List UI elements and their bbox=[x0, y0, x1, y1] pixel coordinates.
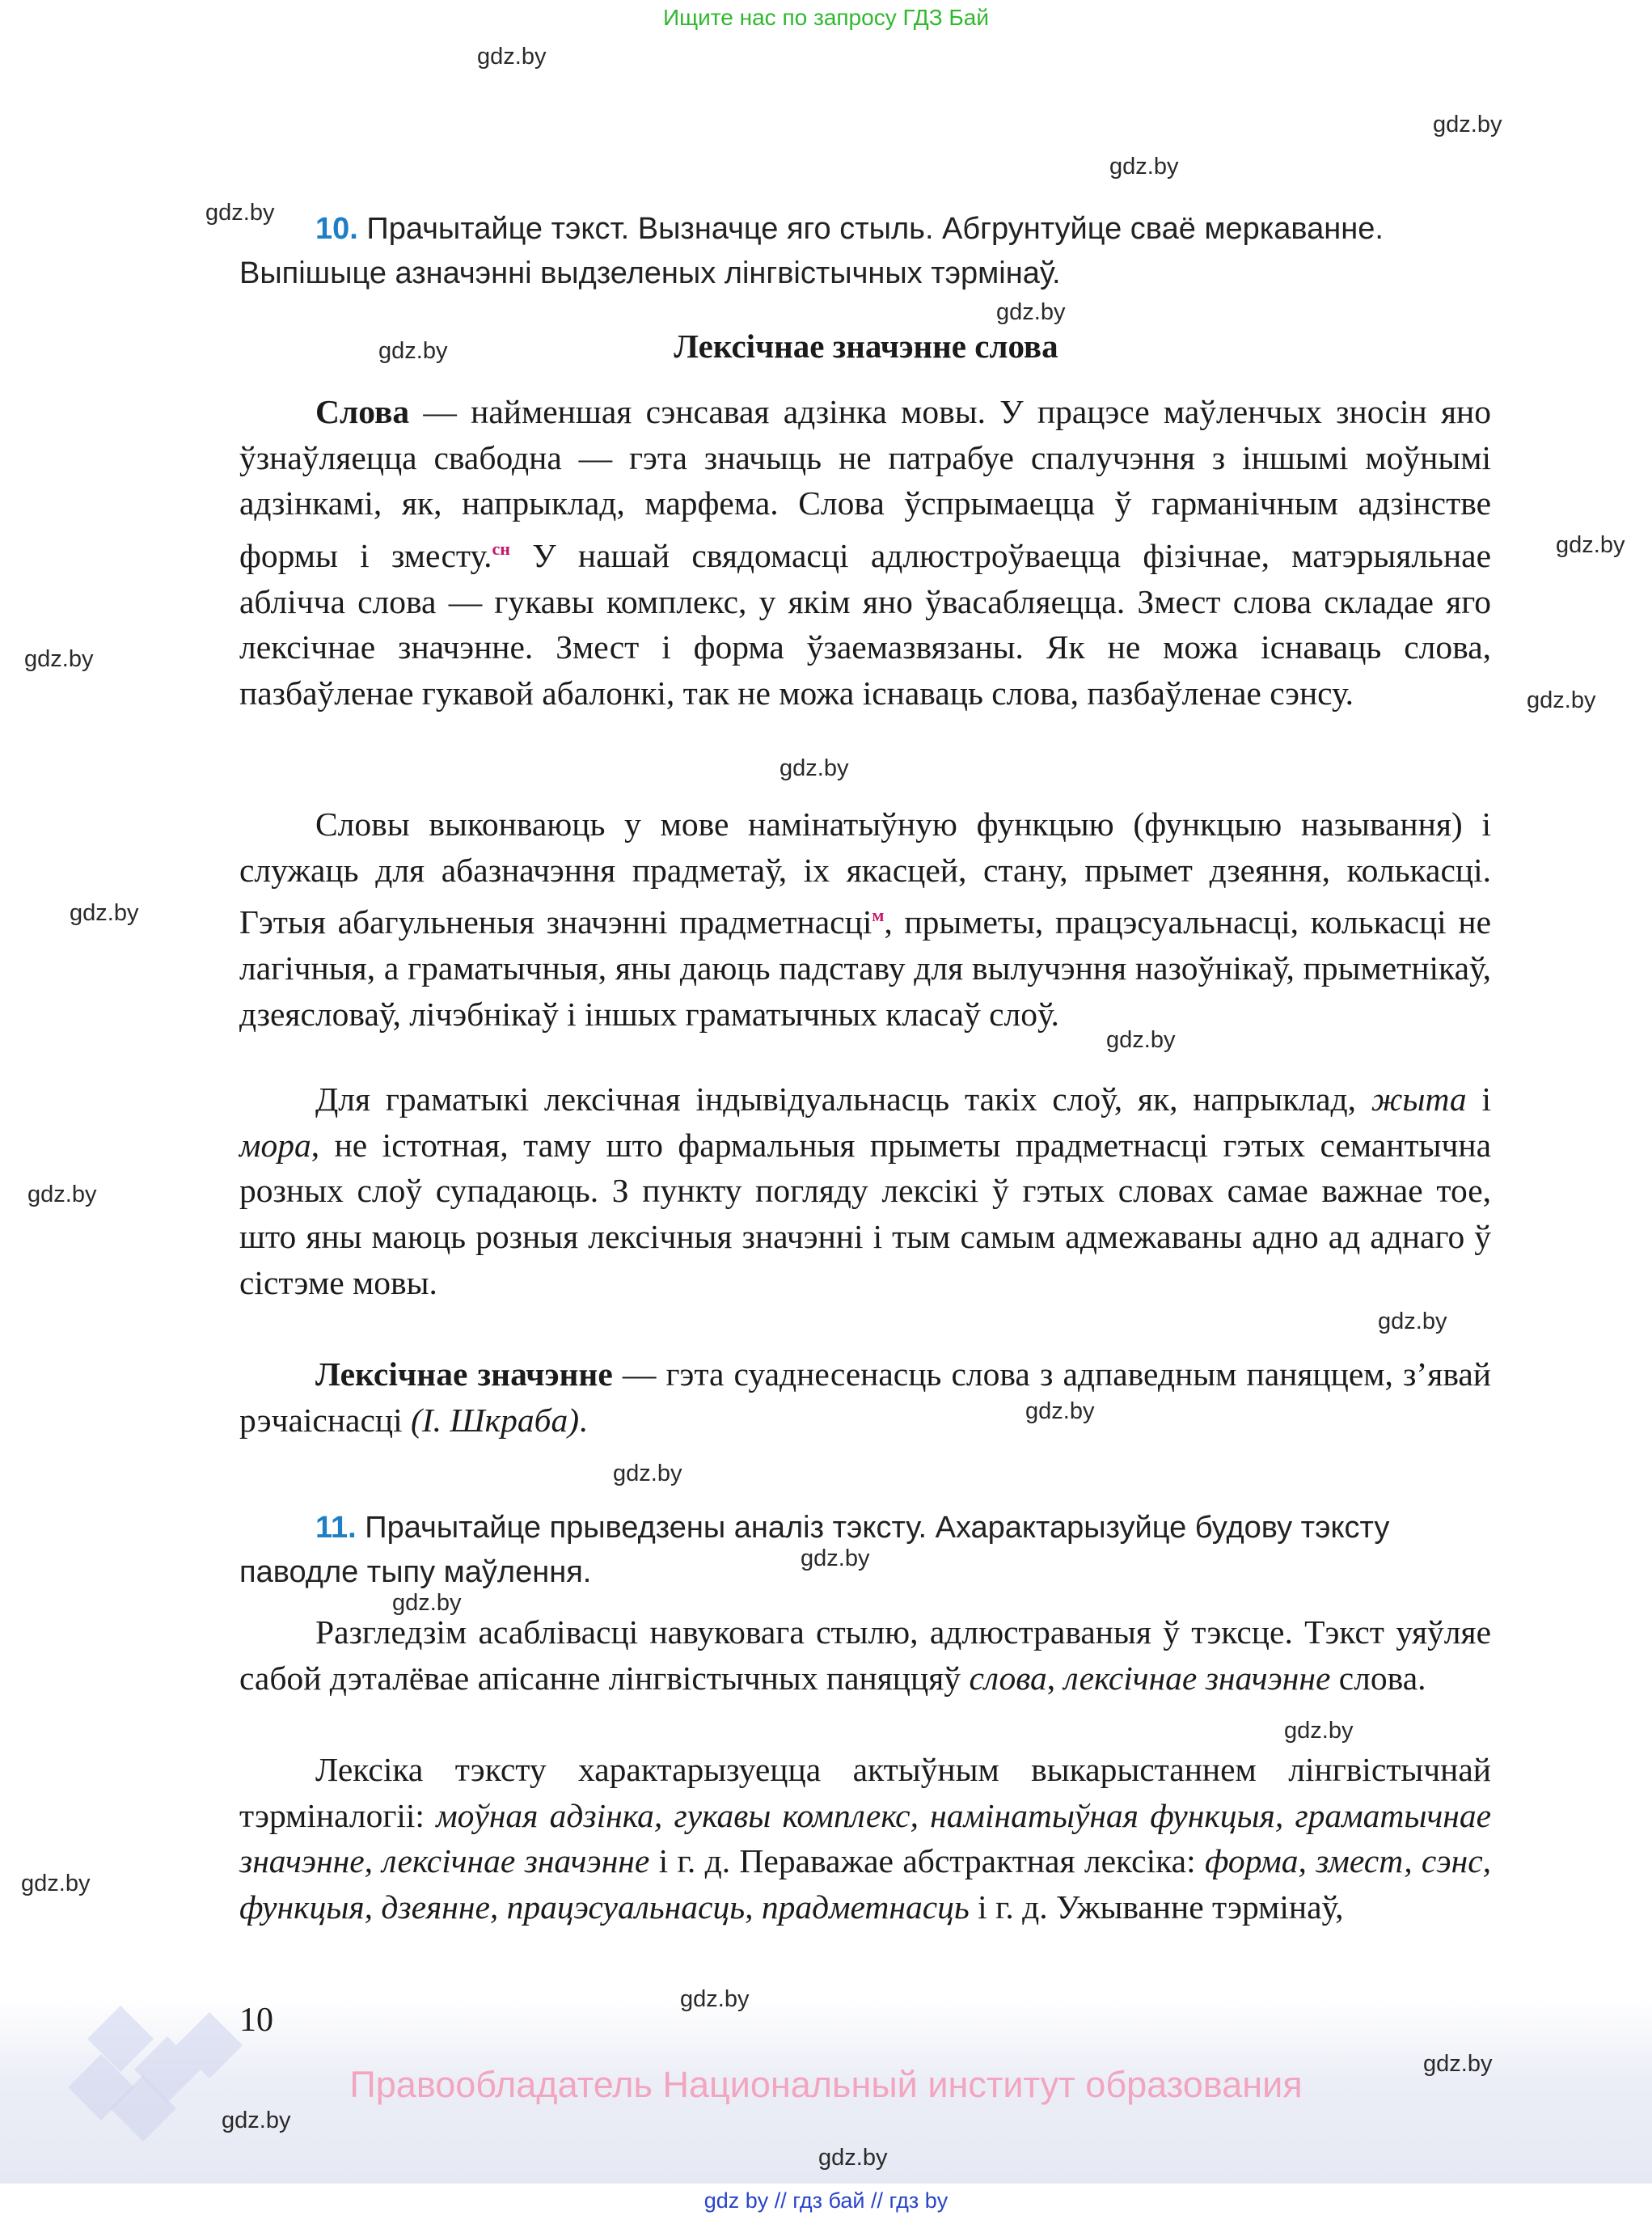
watermark: gdz.by bbox=[70, 900, 139, 926]
term-lexical-meaning: Лексічнае значэнне bbox=[315, 1355, 613, 1393]
task-number: 11. bbox=[315, 1511, 357, 1545]
author: (І. Шкраба) bbox=[411, 1401, 580, 1439]
watermark: gdz.by bbox=[205, 200, 275, 226]
superscript-marker: м bbox=[872, 905, 885, 926]
watermark: gdz.by bbox=[1556, 532, 1625, 558]
task-text-line: паводле тыпу маўлення. bbox=[239, 1555, 592, 1589]
watermark: gdz.by bbox=[378, 338, 448, 364]
paragraph-definition: Лексічнае значэнне — гэта суаднесенасць слова з адпаведным паняццем, з’явай рэчаіснасці (І. Шкраба). bbox=[239, 1355, 1491, 1439]
task-text-line: Прачытайце прыведзены аналіз тэксту. Ахарактарызуйце будову тэксту bbox=[365, 1511, 1390, 1545]
watermark: gdz.by bbox=[801, 1545, 870, 1571]
paragraph: Лексіка тэксту характарызуецца актыўным выкарыстаннем лінгвістычнай тэрміналогіі: моўная адзінка, гукавы комплекс, намінатыўная функцыя, граматычнае значэнне, лексічнае значэнне і г. д. Пераважае абстрактная лексіка: форма, змест, сэнс, функцыя, дзеянне, працэсуальнасць, прадметнасць і г. д. Ужыванне тэрмінаў, bbox=[239, 1751, 1492, 1926]
paragraph: Разгледзім асаблівасці навуковага стылю, адлюстраваныя ў тэксце. Тэкст уяўляе сабой дэталёвае апісанне лінгвістычных паняццяў слова, лексічнае значэнне слова. bbox=[239, 1613, 1491, 1697]
watermark: gdz.by bbox=[222, 2108, 291, 2133]
task-10 bbox=[239, 207, 1493, 296]
task-text-line: Прачытайце тэкст. Вызначце яго стыль. Абгрунтуйце сваё меркаванне. bbox=[366, 212, 1384, 246]
watermark: gdz.by bbox=[392, 1590, 462, 1616]
watermark: gdz.by bbox=[1284, 1718, 1354, 1744]
superscript-marker: сн bbox=[492, 539, 510, 560]
watermark: gdz.by bbox=[996, 299, 1066, 325]
rights-holder: Правообладатель Национальный институт образования bbox=[349, 2064, 1303, 2105]
term-slova: Слова bbox=[315, 393, 410, 430]
watermark: gdz.by bbox=[1025, 1398, 1095, 1424]
task-11 bbox=[239, 1506, 1493, 1595]
task-number: 10. bbox=[315, 212, 358, 246]
watermark: gdz.by bbox=[1106, 1027, 1176, 1053]
watermark: gdz.by bbox=[613, 1461, 682, 1486]
watermark: gdz.by bbox=[818, 2145, 888, 2171]
watermark: gdz.by bbox=[1378, 1309, 1447, 1334]
watermark: gdz.by bbox=[780, 755, 849, 781]
page-number: 10 bbox=[239, 2002, 273, 2039]
watermark: gdz.by bbox=[1527, 687, 1596, 713]
paragraph: Словы выконваюць у мове намінатыўную функцыю (функцыю называння) і служаць для абазначэння прадметаў, іх якасцей, стану, прымет дзеяння, колькасці. Гэтыя абагульненыя значэнні прадметнасці$^м$, прыметы, працэсуальнасці, колькасці не лагічныя, а граматычныя, яны даюць падставу для вылучэння назоўнікаў, прыметнікаў, дзеясловаў, лічэбнікаў і іншых граматычных класаў слоў. bbox=[239, 805, 1491, 1033]
watermark: gdz.by bbox=[680, 1986, 750, 2012]
watermark: gdz.by bbox=[1109, 154, 1179, 180]
watermark: gdz.by bbox=[27, 1182, 97, 1207]
watermark: gdz.by bbox=[21, 1871, 91, 1896]
bottom-links[interactable]: gdz by // гдз бай // гдз by bbox=[703, 2188, 949, 2213]
paragraph: Для граматыкі лексічная індывідуальнасць такіх слоў, як, напрыклад, жыта і мора, не істотная, таму што фармальныя прыметы прадметнасці гэтых семантычна розных слоў супадаюць. З пункту погляду лексікі ў гэтых словах самае важнае тое, што яны маюць розныя лексічныя значэнні і тым самым адмежаваны адно ад аднаго ў сістэме мовы. bbox=[239, 1080, 1491, 1301]
paragraph: Слова — найменшая сэнсавая адзінка мовы. У працэсе маўленчых зносін яно ўзнаўляецца свабодна — гэта значыць не патрабуе спалучэння з іншымі моўнымі адзінкамі, як, напрыклад, марфема. Слова ўспрымаецца ў гарманічным адзінстве формы і зместу.$^{сн}$ У нашай свядомасці адлюстроўваецца фізічнае, матэрыяльнае аблічча слова — гукавы комплекс, у якім яно ўвасабляецца. Змест слова складае яго лексічнае значэнне. Змест і форма ўзаемазвязаны. Як не можа існаваць слова, пазбаўленае гукавой абалонкі, так не можа існаваць слова, пазбаўленае сэнсу. bbox=[239, 393, 1491, 712]
task-text-line: Выпішыце азначэнні выдзеленых лінгвістычных тэрмінаў. bbox=[239, 256, 1061, 290]
watermark: gdz.by bbox=[1423, 2051, 1493, 2077]
watermark: gdz.by bbox=[477, 44, 547, 70]
text-title: Лексічнае значэнне слова bbox=[674, 328, 1058, 365]
top-banner[interactable]: Ищите нас по запросу ГДЗ Бай bbox=[662, 5, 990, 30]
watermark: gdz.by bbox=[24, 646, 94, 672]
watermark: gdz.by bbox=[1433, 112, 1502, 137]
